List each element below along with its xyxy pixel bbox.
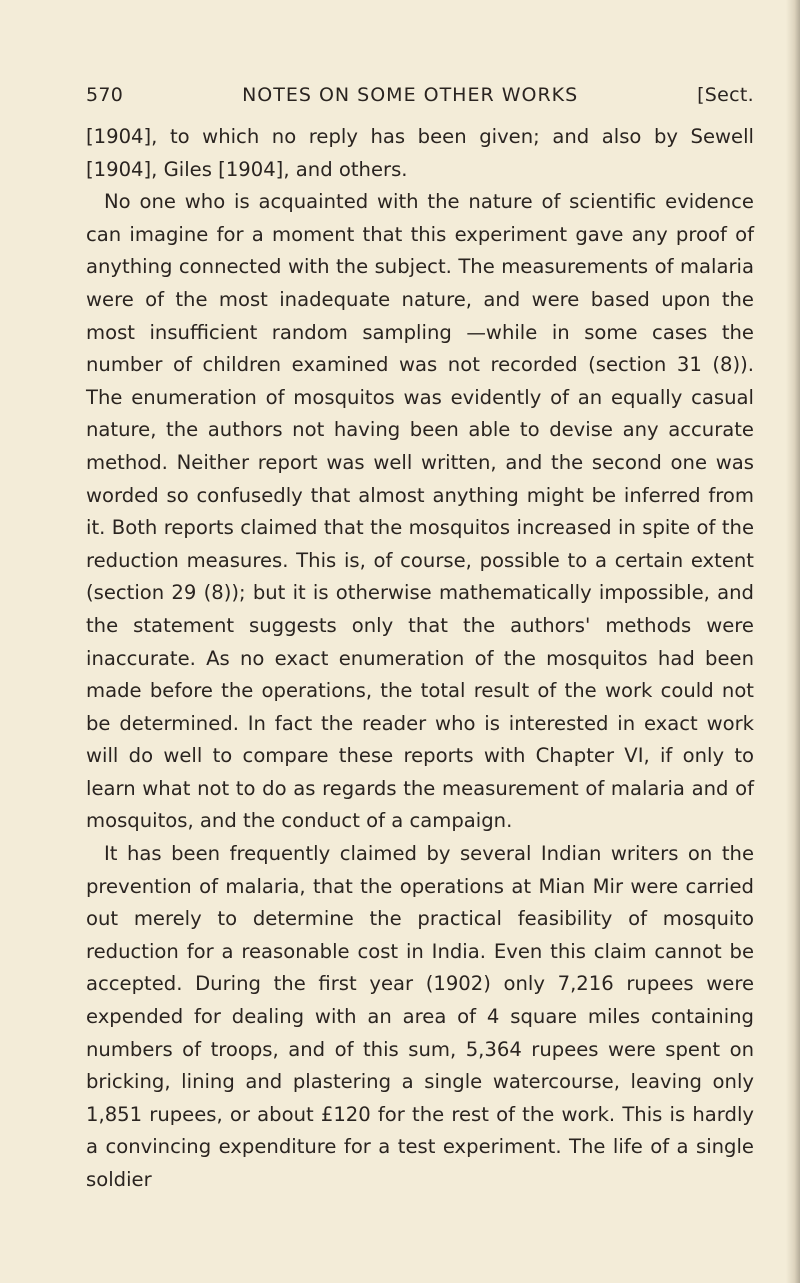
running-header: [86, 84, 754, 106]
paragraph-1: [1904], to which no reply has been given; and also by Sewell [1904], Giles [1904], and others.: [86, 125, 754, 181]
paragraph-2: No one who is acquainted with the nature of scientific evidence can imagine for a moment that this experiment gave any proof of anything connected with the subject. The measurements of malaria were of the most inadequate nature, and were based upon the most insufficient random sampling —while in some cases the number of children examined was not recorded (section 31 (8)). The enumeration of mosquitos was evidently of an equally casual nature, the authors not having been able to devise any accurate method. Neither report was well written, and the second one was worded so confusedly that almost anything might be inferred from it. Both reports claimed that the mosquitos increased in spite of the reduction measures. This is, of course, possible to a certain extent (section 29 (8)); but it is otherwise mathematically impossible, and the statement suggests only that the authors' methods were inaccurate. As no exact enumeration of the mosquitos had been made before the operations, the total result of the work could not be determined. In fact the reader who is interested in exact work will do well to compare these reports with Chapter VI, if only to learn what not to do as regards the measurement of malaria and of mosquitos, and the conduct of a campaign.: [86, 190, 754, 833]
page-number: 570: [86, 84, 124, 106]
paragraph-3: It has been frequently claimed by several Indian writers on the prevention of malaria, that the operations at Mian Mir were carried out merely to determine the practical feasibility of mosquito reduction for a reasonable cost in India. Even this claim cannot be accepted. During the first year (1902) only 7,216 rupees were expended for dealing with an area of 4 square miles containing numbers of troops, and of this sum, 5,364 rupees were spent on bricking, lining and plastering a single watercourse, leaving only 1,851 rupees, or about £120 for the rest of the work. This is hardly a convincing expenditure for a test experiment. The life of a single soldier: [86, 842, 754, 1191]
section-label: [Sect.: [697, 84, 754, 106]
running-title: NOTES ON SOME OTHER WORKS: [242, 84, 579, 106]
page-edge-shadow: [786, 0, 800, 1283]
body-text: [86, 121, 754, 1197]
